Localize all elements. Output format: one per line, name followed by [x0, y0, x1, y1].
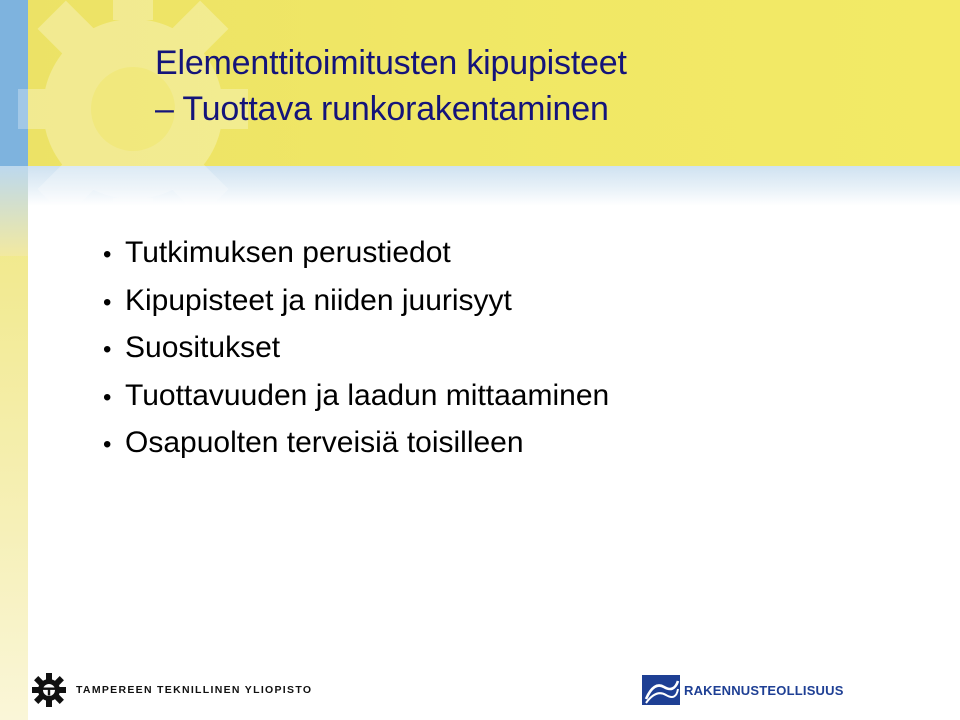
gear-logo-icon: [32, 673, 66, 707]
bullet-dot: •: [103, 383, 112, 411]
slide-title: Elementtitoimitusten kipupisteet: [155, 44, 627, 82]
tut-logo-text: TAMPEREEN TEKNILLINEN YLIOPISTO: [76, 684, 313, 696]
bullet-dot: •: [103, 431, 112, 458]
tut-logo: [32, 670, 312, 710]
bullet-item: [103, 331, 609, 379]
left-stripe-yellow: [0, 240, 28, 720]
bullet-item: [103, 426, 609, 474]
bullet-text: Osapuolten terveisiä toisilleen: [125, 426, 524, 459]
bullet-text: Kipupisteet ja niiden juurisyyt: [125, 283, 512, 317]
bullet-dot: •: [103, 336, 112, 363]
rt-logo-text: RAKENNUSTEOLLISUUS: [684, 682, 844, 698]
bullet-text: Tutkimuksen perustiedot: [125, 236, 451, 269]
rt-logo-icon: [642, 675, 680, 705]
bullet-text: Suositukset: [125, 331, 281, 364]
bullet-text: Tuottavuuden ja laadun mittaaminen: [125, 378, 610, 412]
bullet-item: [103, 379, 609, 427]
rakennusteollisuus-logo: [642, 673, 844, 707]
bullet-list: [103, 236, 609, 474]
slide-subtitle: – Tuottava runkorakentaminen: [155, 90, 609, 128]
bullet-dot: •: [103, 241, 112, 268]
bullet-item: [103, 284, 609, 332]
bullet-item: [103, 236, 609, 284]
bullet-dot: •: [103, 288, 112, 316]
